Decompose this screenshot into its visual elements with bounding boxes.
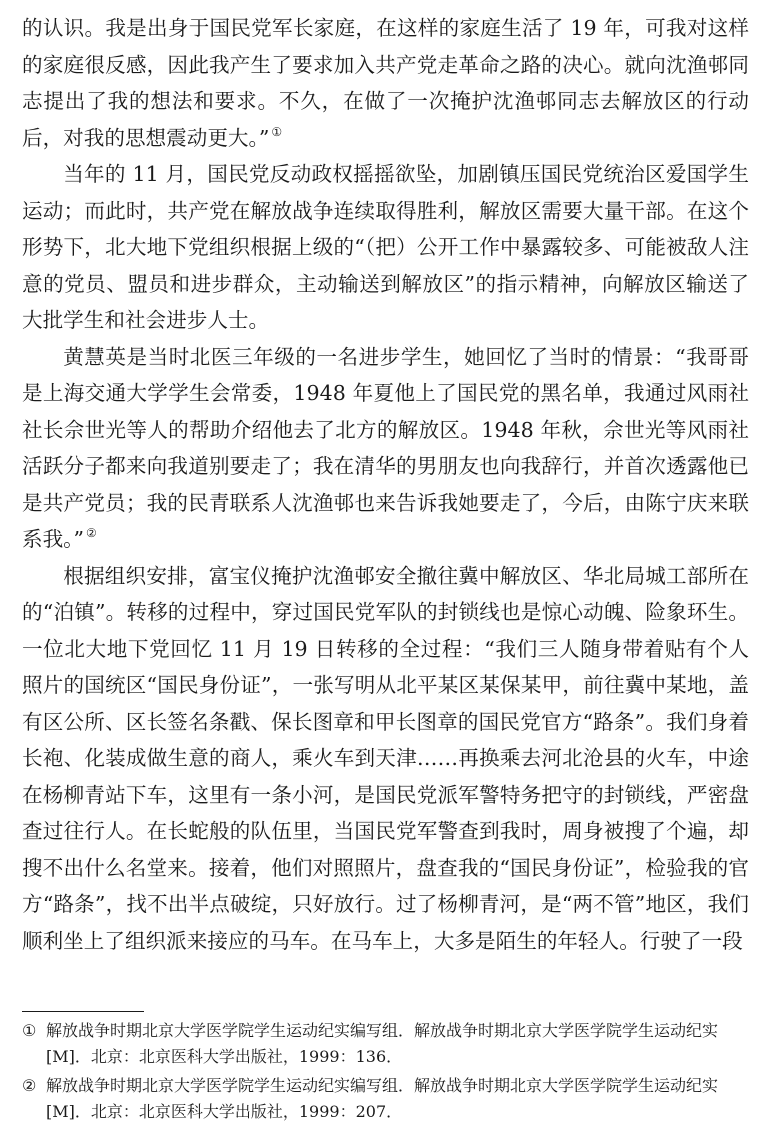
paragraph-3 — [22, 339, 749, 558]
footnote-ref-1[interactable]: ① — [271, 124, 283, 139]
paragraph-text: 根据组织安排，富宝仪掩护沈渔邨安全撤往冀中解放区、华北局城工部所在的“泊镇”。转移的过程中，穿过国民党军队的封锁线也是惊心动魄、险象环生。一位北大地下党回忆 11 月 19 日转移的全过程：“我们三人随身带着贴有个人照片的国统区“国民身份证”，一张写明从北平某区某保某甲，前往冀中某地，盖有区公所、区长签名条戳、保长图章和甲长图章的国民党官方“路条”。我们身着长袍、化装成做生意的商人，乘火车到天津……再换乘去河北沧县的火车，中途在杨柳青站下车，这里有一条小河，是国民党派军警特务把守的封锁线，严密盘查过往行人。在长蛇般的队伍里，当国民党军警查到我时，周身被搜了个遍，却搜不出什么名堂来。接着，他们对照照片，盘查我的“国民身份证”，检验我的官方“路条”，找不出半点破绽，只好放行。过了杨柳青河，是“两不管”地区，我们顺利坐上了组织派来接应的马车。在马车上，大多是陌生的年轻人。行驶了一段 — [22, 563, 749, 953]
paragraph-1 — [22, 10, 749, 156]
footnote-ref-2[interactable]: ② — [86, 526, 97, 540]
paragraph-2 — [22, 156, 749, 339]
paragraph-text: 黄慧英是当时北医三年级的一名进步学生，她回忆了当时的情景：“我哥哥是上海交通大学学生会常委，1948 年夏他上了国民党的黑名单，我通过风雨社社长佘世光等人的帮助介绍他去了北方的解放区。1948 年秋，佘世光等风雨社活跃分子都来向我道别要走了；我在清华的男朋友也向我辞行，并首次透露他已是共产党员；我的民青联系人沈渔邨也来告诉我她要走了，今后，由陈宁庆来联系我。” — [22, 344, 749, 551]
footnote-mark: ① — [22, 1021, 37, 1040]
paragraph-text: 的认识。我是出身于国民党军长家庭，在这样的家庭生活了 19 年，可我对这样的家庭很反感，因此我产生了要求加入共产党走革命之路的决心。就向沈渔邨同志提出了我的想法和要求。不久，在做了一次掩护沈渔邨同志去解放区的行动后，对我的思想震动更大。” — [22, 16, 749, 150]
paragraph-text: 当年的 11 月，国民党反动政权摇摇欲坠，加剧镇压国民党统治区爱国学生运动；而此时，共产党在解放战争连续取得胜利，解放区需要大量干部。在这个形势下，北大地下党组织根据上级的“（把）公开工作中暴露较多、可能被敌人注意的党员、盟员和进步群众，主动输送到解放区”的指示精神，向解放区输送了大批学生和社会进步人士。 — [22, 162, 749, 332]
page-body — [22, 0, 749, 1121]
footnotes — [22, 1018, 749, 1128]
paragraph-4 — [22, 558, 749, 960]
footnote-2 — [22, 1073, 749, 1125]
footnote-separator — [22, 1011, 144, 1012]
footnote-mark: ② — [22, 1076, 37, 1095]
footnote-text: 解放战争时期北京大学医学院学生运动纪实编写组．解放战争时期北京大学医学院学生运动纪实 [M]．北京：北京医科大学出版社，1999：207． — [46, 1076, 719, 1121]
footnote-1 — [22, 1018, 749, 1070]
footnote-text: 解放战争时期北京大学医学院学生运动纪实编写组．解放战争时期北京大学医学院学生运动纪实 [M]．北京：北京医科大学出版社，1999：136． — [46, 1021, 719, 1066]
